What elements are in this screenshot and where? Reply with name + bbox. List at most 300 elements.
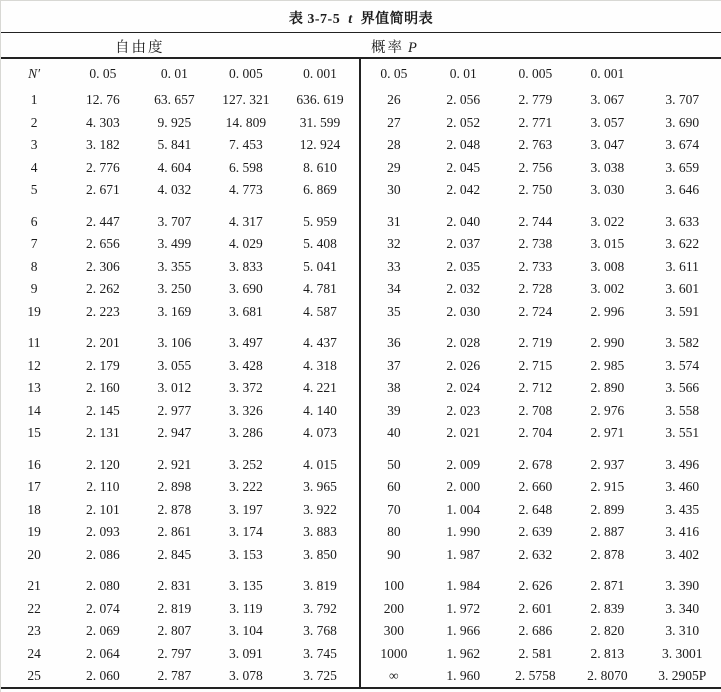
table-cell: 4. 781	[303, 281, 337, 296]
table-cell: 4. 221	[303, 380, 337, 395]
table-cell: 3. 622	[665, 236, 700, 251]
table-cell: 1. 004	[446, 501, 481, 517]
table-cell: 38	[387, 380, 401, 395]
table-cell: 2. 715	[518, 357, 553, 373]
table-row	[1, 400, 359, 423]
column-header-p0001-left: 0. 001	[303, 66, 337, 81]
table-cell: 28	[387, 137, 401, 152]
table-cell: 19	[27, 524, 41, 539]
table-cell: 2. 035	[446, 258, 481, 274]
table-cell: 2. 080	[86, 578, 120, 593]
table-cell: 3. 633	[665, 213, 700, 229]
table-cell: 2. 262	[86, 281, 120, 296]
table-row	[1, 256, 359, 279]
table-row	[1, 134, 359, 157]
table-cell: 127. 321	[222, 92, 270, 107]
table-cell: 3. 038	[590, 159, 625, 175]
table-cell: 4. 029	[229, 236, 263, 251]
table-row	[361, 499, 721, 522]
table-cell: 3. 250	[157, 281, 192, 296]
table-row	[1, 89, 359, 112]
table-cell: 3. 922	[303, 501, 337, 517]
table-cell: 2. 639	[518, 524, 553, 539]
table-cell: 16	[27, 456, 41, 472]
table-cell: 4. 437	[303, 335, 337, 350]
table-cell: 14	[27, 402, 41, 418]
table-cell: 29	[387, 159, 401, 175]
table-cell: 1. 962	[446, 645, 481, 661]
table-cell: 14. 809	[225, 114, 267, 130]
table-cell: 3. 340	[665, 600, 700, 616]
table-cell: 26	[387, 92, 401, 107]
table-cell: 2. 779	[518, 92, 553, 107]
table-row	[361, 377, 721, 400]
table-row	[361, 400, 721, 423]
table-row	[361, 454, 721, 477]
table-cell: 3. 015	[590, 236, 625, 251]
table-cell: 3. 057	[590, 114, 625, 130]
table-cell: 3. 012	[157, 380, 192, 395]
table-cell: 2. 763	[518, 137, 553, 152]
table-cell: 34	[387, 281, 401, 296]
table-row	[361, 211, 721, 234]
table-cell: 3. 119	[229, 600, 263, 616]
table-cell: 2. 915	[590, 479, 625, 494]
table-cell: 3. 850	[303, 546, 337, 562]
table-row	[361, 157, 721, 180]
table-cell: 3. 883	[303, 524, 337, 539]
table-cell: 3. 106	[157, 335, 192, 350]
table-cell: 27	[387, 114, 401, 130]
table-cell: 2. 887	[590, 524, 625, 539]
table-cell: 200	[383, 600, 404, 616]
table-cell: 3. 681	[229, 303, 263, 319]
table-cell: 6	[30, 213, 38, 229]
table-cell: 3. 965	[303, 479, 337, 494]
table-row	[361, 476, 721, 499]
table-cell: 2. 686	[518, 623, 553, 638]
table-cell: 6. 598	[229, 159, 263, 175]
table-cell: 3. 582	[665, 335, 700, 350]
table-cell: 3. 707	[665, 92, 700, 107]
table-cell: 8	[30, 258, 38, 274]
table-cell: 50	[387, 456, 401, 472]
table-cell: 2. 5758	[515, 668, 556, 683]
table-cell: 12. 924	[299, 137, 341, 152]
table-cell: 2. 878	[590, 546, 625, 562]
table-cell: 2. 996	[590, 303, 625, 319]
table-cell: 2. 776	[86, 159, 120, 175]
table-cell: 4. 140	[303, 402, 337, 418]
table-cell: 9	[30, 281, 38, 296]
table-cell: 3. 611	[665, 258, 699, 274]
table-row	[1, 598, 359, 621]
table-row	[1, 211, 359, 234]
table-cell: 3. 135	[229, 578, 263, 593]
table-cell: 3. 002	[590, 281, 625, 296]
table-row	[361, 598, 721, 621]
table-cell: 2. 026	[446, 357, 481, 373]
table-cell: 2. 898	[157, 479, 192, 494]
table-row	[361, 256, 721, 279]
table-cell: 2. 771	[518, 114, 553, 130]
table-cell: 2. 890	[590, 380, 625, 395]
table-row	[361, 332, 721, 355]
table-cell: 40	[387, 425, 401, 440]
table-cell: 3. 2905P	[658, 668, 707, 683]
table-cell: 2. 056	[446, 92, 481, 107]
table-cell: 70	[387, 501, 401, 517]
table-cell: 2. 797	[157, 645, 192, 661]
table-cell: 2. 656	[86, 236, 120, 251]
table-cell: 2. 990	[590, 335, 625, 350]
table-cell: 2. 032	[446, 281, 481, 296]
right-table-rows	[361, 89, 721, 688]
table-row	[361, 665, 721, 688]
table-cell: 12. 76	[86, 92, 120, 107]
row-group	[361, 454, 721, 567]
table-row	[361, 355, 721, 378]
table-cell: 33	[387, 258, 401, 274]
table-cell: 3. 725	[303, 668, 337, 683]
table-cell: 2. 733	[518, 258, 553, 274]
table-row	[1, 301, 359, 324]
table-cell: 30	[387, 182, 401, 197]
row-group	[361, 89, 721, 202]
table-row	[361, 301, 721, 324]
table-row	[1, 157, 359, 180]
table-cell: 4. 604	[157, 159, 192, 175]
table-row	[1, 332, 359, 355]
table-cell: 20	[27, 546, 41, 562]
table-cell: 2. 223	[86, 303, 120, 319]
table-cell: 3. 355	[157, 258, 192, 274]
table-cell: 2. 839	[590, 600, 625, 616]
table-cell: 2. 708	[518, 402, 553, 418]
table-cell: 2. 947	[157, 425, 192, 440]
table-row	[361, 89, 721, 112]
table-cell: 2. 120	[86, 456, 120, 472]
table-cell: 2. 028	[446, 335, 481, 350]
table-cell: 4. 317	[229, 213, 263, 229]
table-cell: 2. 064	[86, 645, 120, 661]
table-cell: 3. 326	[229, 402, 263, 418]
table-cell: 100	[383, 578, 404, 593]
table-row	[361, 643, 721, 666]
table-cell: 2. 447	[86, 213, 120, 229]
table-cell: 3. 499	[157, 236, 192, 251]
table-row	[361, 278, 721, 301]
table-cell: 2. 831	[157, 578, 192, 593]
table-row	[1, 575, 359, 598]
table-body	[1, 59, 721, 689]
right-table-half	[359, 59, 721, 687]
table-row	[1, 544, 359, 567]
table-cell: 1. 990	[446, 524, 481, 539]
table-cell: 2. 899	[590, 501, 625, 517]
table-cell: 3. 591	[665, 303, 700, 319]
row-group	[1, 89, 359, 202]
table-cell: 3. 558	[665, 402, 700, 418]
table-title	[1, 1, 721, 28]
table-cell: 3. 674	[665, 137, 700, 152]
table-cell: 3. 310	[665, 623, 700, 638]
table-cell: 3. 496	[665, 456, 700, 472]
right-column-header-row	[361, 59, 721, 89]
column-header-p001-right: 0. 01	[449, 66, 477, 81]
table-cell: 32	[387, 236, 401, 251]
table-cell: 1000	[380, 645, 408, 661]
table-cell: ∞	[389, 668, 399, 683]
table-row	[361, 521, 721, 544]
table-cell: 31	[387, 213, 401, 229]
column-header-p005-left: 0. 05	[89, 66, 117, 81]
table-cell: 2. 581	[518, 645, 553, 661]
table-cell: 2. 131	[86, 425, 120, 440]
table-row	[1, 521, 359, 544]
table-cell: 2. 985	[590, 357, 625, 373]
table-cell: 2. 179	[86, 357, 120, 373]
table-cell: 35	[387, 303, 401, 319]
table-cell: 2. 937	[590, 456, 625, 472]
table-cell: 9. 925	[157, 114, 192, 130]
group-header-probability-text: 概率	[371, 40, 404, 56]
table-cell: 5. 841	[157, 137, 192, 152]
table-cell: 4. 303	[86, 114, 120, 130]
table-row	[1, 499, 359, 522]
table-cell: 36	[387, 335, 401, 350]
table-cell: 3. 252	[229, 456, 263, 472]
table-cell: 2. 977	[157, 402, 192, 418]
table-cell: 3. 601	[665, 281, 700, 296]
table-cell: 3. 174	[229, 524, 263, 539]
table-cell: 23	[27, 623, 41, 638]
table-cell: 5. 408	[303, 236, 337, 251]
table-cell: 5	[30, 182, 38, 197]
table-cell: 3. 286	[229, 425, 263, 440]
table-cell: 2. 024	[446, 380, 481, 395]
table-cell: 2. 052	[446, 114, 481, 130]
left-table-rows	[1, 89, 359, 688]
table-row	[1, 422, 359, 445]
table-cell: 22	[27, 600, 41, 616]
table-cell: 2. 086	[86, 546, 120, 562]
table-cell: 3. 091	[229, 645, 263, 661]
table-cell: 2. 813	[590, 645, 625, 661]
table-cell: 37	[387, 357, 401, 373]
table-cell: 2. 160	[86, 380, 120, 395]
table-cell: 2. 110	[86, 479, 120, 494]
table-cell: 3. 833	[229, 258, 263, 274]
table-number: 表 3-7-5	[288, 12, 341, 27]
top-rule	[1, 32, 721, 33]
table-cell: 5. 041	[303, 258, 337, 274]
column-header-p005-right: 0. 05	[380, 66, 408, 81]
table-cell: 2. 976	[590, 402, 625, 418]
table-cell: 2. 030	[446, 303, 481, 319]
table-cell: 90	[387, 546, 401, 562]
table-cell: 39	[387, 402, 401, 418]
table-cell: 21	[27, 578, 41, 593]
table-cell: 3. 707	[157, 213, 192, 229]
table-cell: 2. 819	[157, 600, 192, 616]
row-group	[1, 575, 359, 688]
table-title-text: 界值简明表	[360, 12, 434, 27]
table-cell: 3. 078	[229, 668, 263, 683]
table-cell: 2. 878	[157, 501, 192, 517]
table-row	[361, 179, 721, 202]
row-group	[1, 454, 359, 567]
column-header-p001-left: 0. 01	[160, 66, 188, 81]
table-cell: 4. 318	[303, 357, 337, 373]
table-cell: 3. 022	[590, 213, 625, 229]
table-cell: 2. 660	[518, 479, 553, 494]
table-cell: 80	[387, 524, 401, 539]
table-cell: 11	[27, 335, 41, 350]
table-cell: 3. 566	[665, 380, 700, 395]
table-cell: 4	[30, 159, 38, 175]
row-group	[361, 211, 721, 324]
table-cell: 2. 060	[86, 668, 120, 683]
table-cell: 2. 871	[590, 578, 625, 593]
table-row	[1, 643, 359, 666]
table-row	[1, 112, 359, 135]
table-cell: 2. 601	[518, 600, 553, 616]
table-cell: 3. 104	[229, 623, 263, 638]
column-header-p0005-left: 0. 005	[229, 66, 263, 81]
table-row	[1, 454, 359, 477]
row-group	[1, 332, 359, 445]
table-cell: 3. 055	[157, 357, 192, 373]
table-cell: 3. 030	[590, 182, 625, 197]
table-row	[361, 544, 721, 567]
table-cell: 3. 3001	[661, 645, 703, 661]
table-cell: 3. 745	[303, 645, 337, 661]
table-cell: 3. 690	[665, 114, 700, 130]
table-cell: 2. 040	[446, 213, 481, 229]
table-cell: 2. 921	[157, 456, 192, 472]
table-cell: 2. 971	[590, 425, 625, 440]
table-cell: 3. 574	[665, 357, 700, 373]
table-cell: 2. 728	[518, 281, 553, 296]
table-row	[361, 112, 721, 135]
table-cell: 3. 659	[665, 159, 700, 175]
table-cell: 2. 820	[590, 623, 625, 638]
table-cell: 2. 045	[446, 159, 481, 175]
table-cell: 8. 610	[303, 159, 337, 175]
table-cell: 1. 984	[446, 578, 481, 593]
table-row	[361, 233, 721, 256]
table-cell: 2. 069	[86, 623, 120, 638]
table-cell: 2. 074	[86, 600, 120, 616]
table-cell: 60	[387, 479, 401, 494]
table-cell: 3. 416	[665, 524, 700, 539]
table-cell: 2. 807	[157, 623, 192, 638]
table-cell: 2. 861	[157, 524, 192, 539]
table-row	[1, 179, 359, 202]
table-cell: 2. 145	[86, 402, 120, 418]
table-cell: 2. 626	[518, 578, 553, 593]
row-group	[1, 211, 359, 324]
table-cell: 2. 201	[86, 335, 120, 350]
table-cell: 13	[27, 380, 41, 395]
table-cell: 3. 390	[665, 578, 700, 593]
table-cell: 2. 678	[518, 456, 553, 472]
table-cell: 7. 453	[229, 137, 263, 152]
table-cell: 31. 599	[299, 114, 341, 130]
table-cell: 3. 819	[303, 578, 337, 593]
p-symbol: P	[408, 40, 417, 56]
table-cell: 2. 756	[518, 159, 553, 175]
table-cell: 2. 648	[518, 501, 553, 517]
table-cell: 3. 047	[590, 137, 625, 152]
table-cell: 3. 551	[665, 425, 700, 440]
group-header-probability	[371, 36, 417, 57]
table-cell: 3. 153	[229, 546, 263, 562]
table-cell: 2. 021	[446, 425, 481, 440]
row-group	[361, 575, 721, 688]
group-header-df: 自由度	[115, 40, 165, 56]
table-cell: 3. 402	[665, 546, 700, 562]
table-cell: 1. 987	[446, 546, 481, 562]
table-cell: 2. 744	[518, 213, 553, 229]
table-row	[361, 422, 721, 445]
table-cell: 25	[27, 668, 41, 683]
table-cell: 2. 306	[86, 258, 120, 274]
table-cell: 3. 372	[229, 380, 263, 395]
left-column-header-row	[1, 59, 359, 89]
table-cell: 12	[27, 357, 41, 373]
table-cell: 2. 724	[518, 303, 553, 319]
table-cell: 2. 719	[518, 335, 553, 350]
table-row	[1, 278, 359, 301]
table-cell: 4. 032	[157, 182, 192, 197]
table-cell: 19	[27, 303, 41, 319]
table-cell: 2. 712	[518, 380, 553, 395]
table-cell: 4. 587	[303, 303, 337, 319]
table-cell: 2. 042	[446, 182, 481, 197]
table-cell: 2	[30, 114, 38, 130]
table-row	[361, 575, 721, 598]
table-cell: 17	[27, 479, 41, 494]
table-cell: 4. 773	[229, 182, 263, 197]
group-header-row	[1, 35, 721, 57]
table-cell: 3. 497	[229, 335, 263, 350]
table-cell: 2. 093	[86, 524, 120, 539]
table-cell: 3. 169	[157, 303, 192, 319]
table-cell: 2. 787	[157, 668, 192, 683]
column-header-p0005-right: 0. 005	[518, 66, 553, 81]
table-cell: 2. 738	[518, 236, 553, 251]
t-symbol: t	[348, 12, 353, 27]
table-cell: 4. 073	[303, 425, 337, 440]
table-cell: 3. 067	[590, 92, 625, 107]
table-cell: 6. 869	[303, 182, 337, 197]
table-cell: 2. 671	[86, 182, 120, 197]
left-table-half	[1, 59, 359, 687]
table-cell: 3. 690	[229, 281, 263, 296]
table-cell: 2. 750	[518, 182, 553, 197]
table-cell: 3. 197	[229, 501, 263, 517]
column-header-p0001-right: 0. 001	[590, 66, 625, 81]
row-group	[361, 332, 721, 445]
table-cell: 2. 8070	[587, 668, 628, 683]
table-cell: 3. 182	[86, 137, 120, 152]
table-cell: 2. 037	[446, 236, 481, 251]
table-cell: 7	[30, 236, 38, 251]
table-cell: 2. 023	[446, 402, 481, 418]
table-cell: 1	[30, 92, 38, 107]
